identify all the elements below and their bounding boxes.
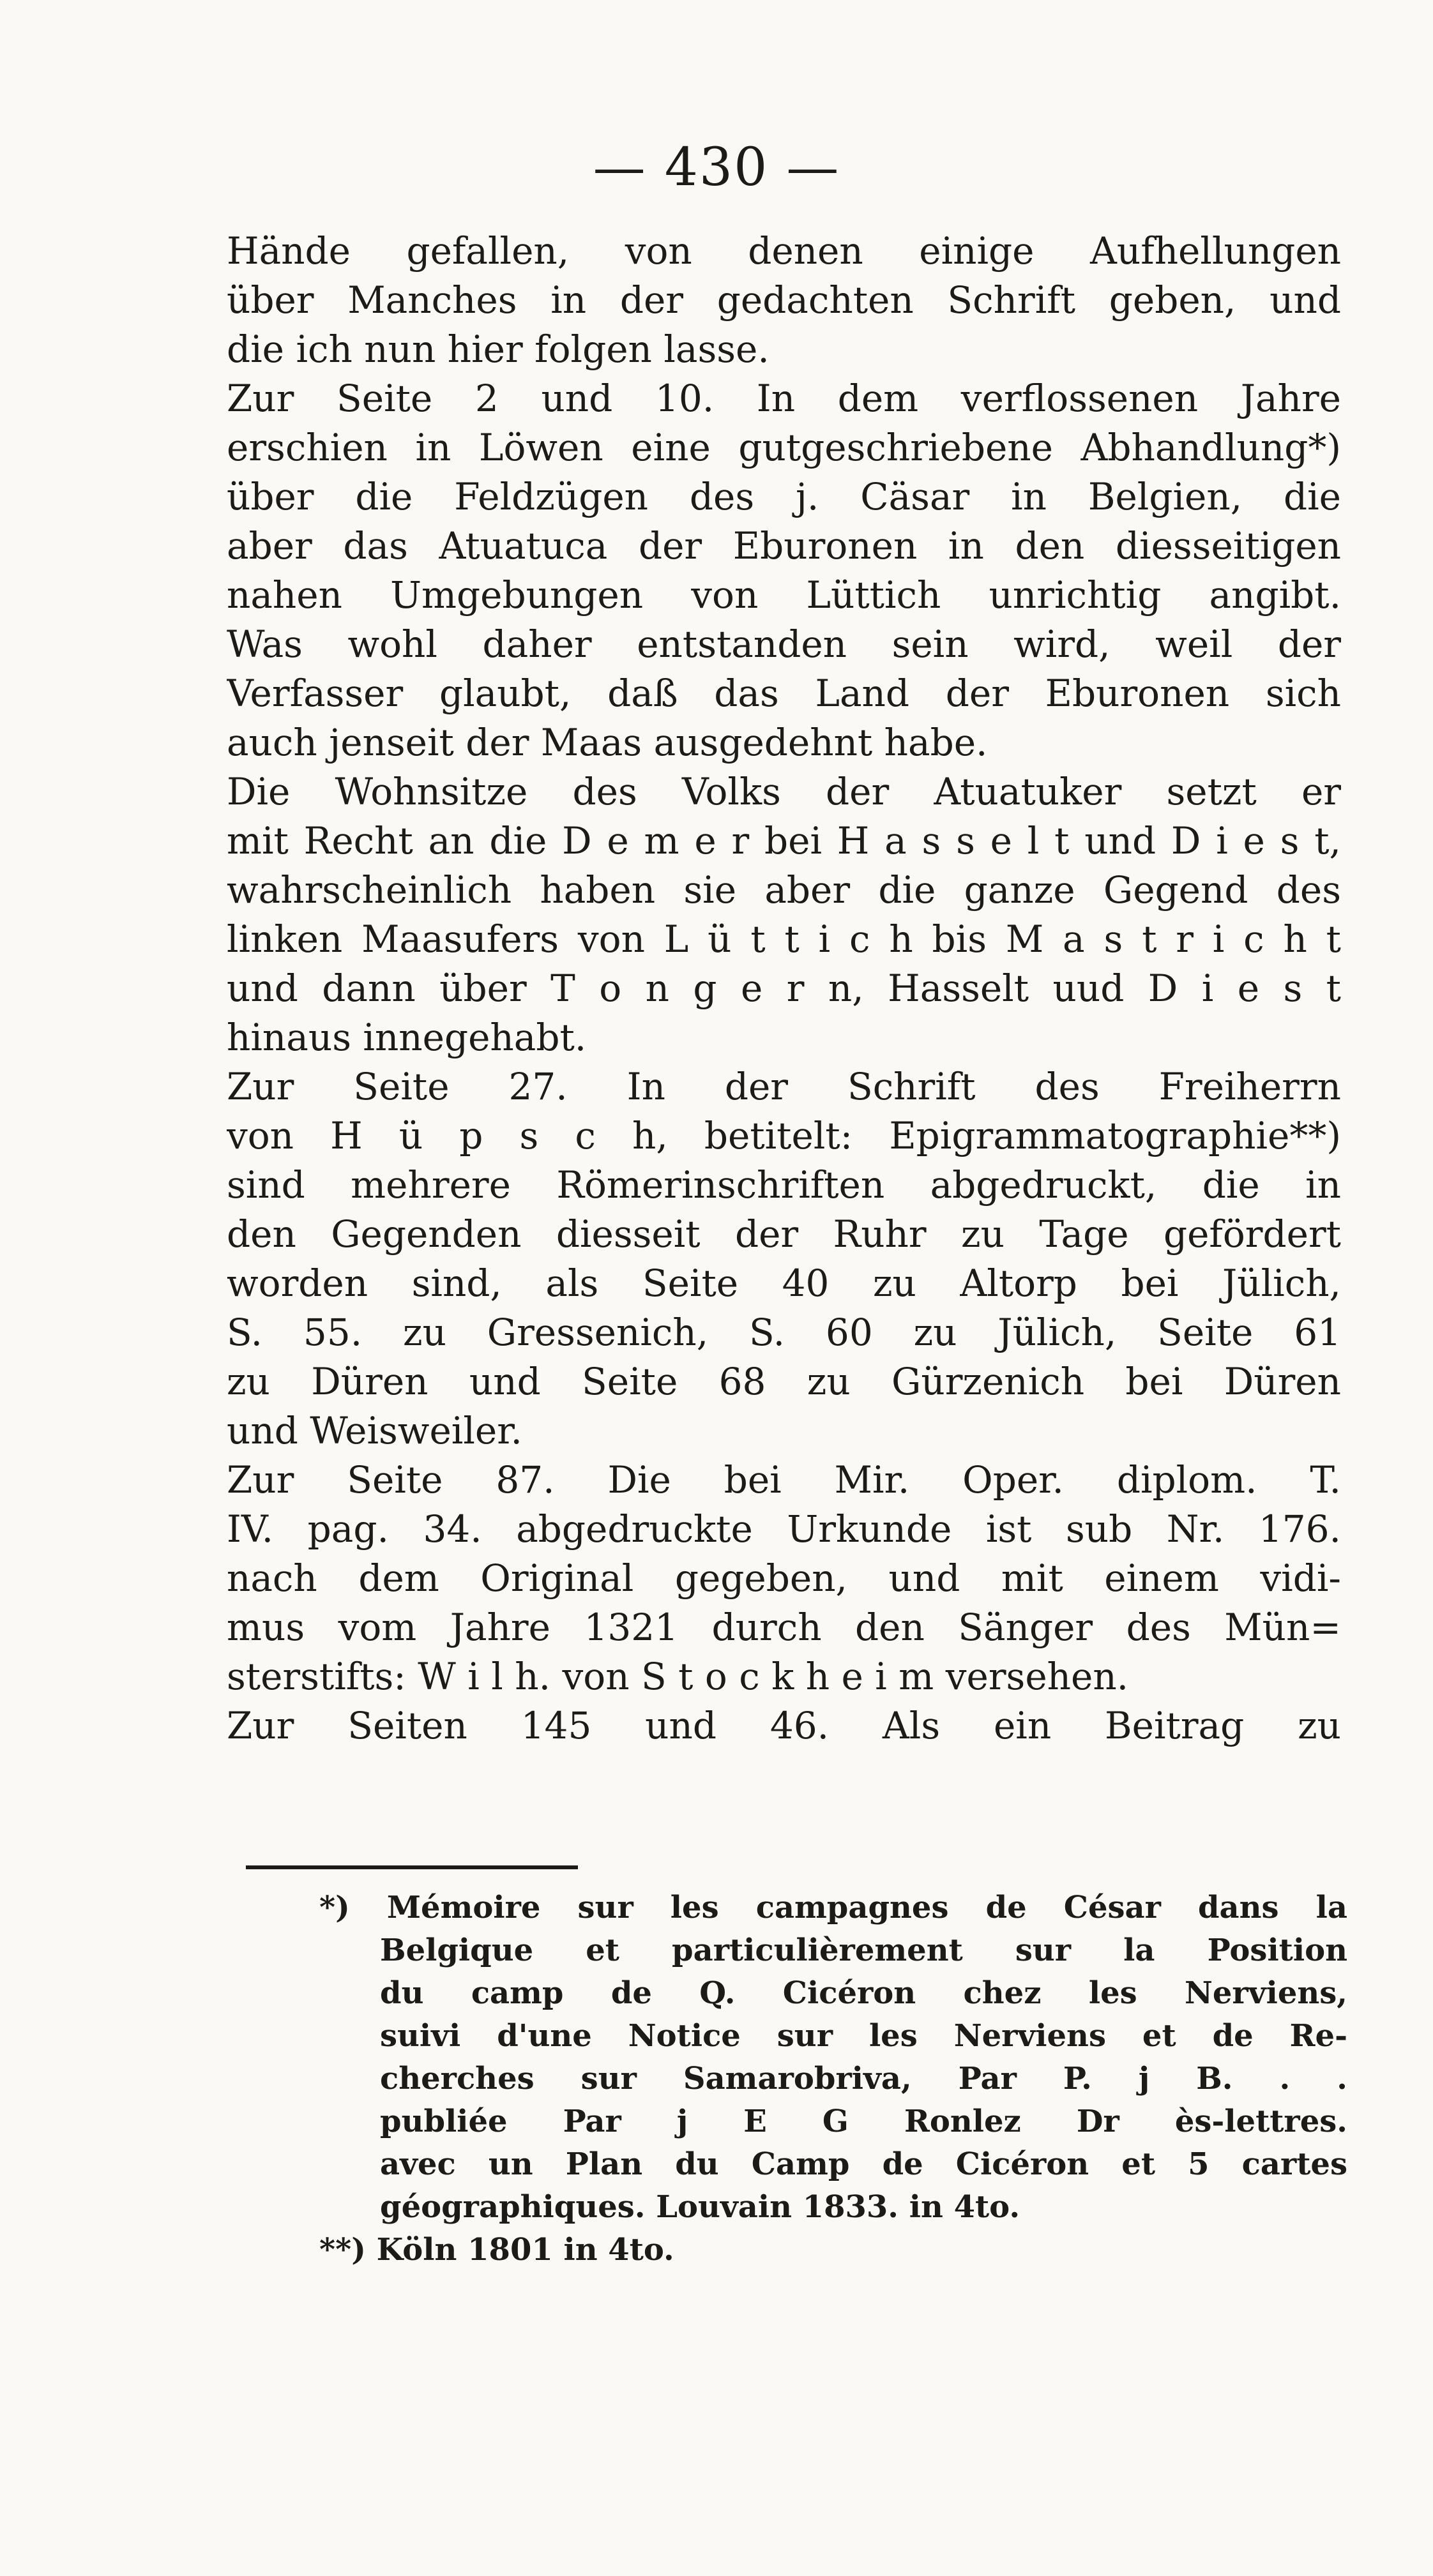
footnote-line: suivi d'une Notice sur les Nerviens et de Re- xyxy=(380,2018,1347,2054)
text-line: von H ü p s c h, betitelt: Epigrammatographie**) xyxy=(227,1114,1341,1157)
text-line: aber das Atuatuca der Eburonen in den diesseitigen xyxy=(227,524,1341,568)
page-number: — 430 — xyxy=(593,137,840,198)
text-line: worden sind, als Seite 40 zu Altorp bei Jülich, xyxy=(227,1262,1341,1305)
text-line: zu Düren und Seite 68 zu Gürzenich bei Düren xyxy=(227,1360,1341,1403)
text-line: Zur Seite 2 und 10. In dem verflossenen Jahre xyxy=(227,377,1341,420)
text-line: mus vom Jahre 1321 durch den Sänger des Mün= xyxy=(227,1606,1341,1649)
text-line: über die Feldzügen des j. Cäsar in Belgien, die xyxy=(227,475,1341,518)
text-line: über Manches in der gedachten Schrift geben, und xyxy=(227,278,1341,322)
footnote-line: publiée Par j E G Ronlez Dr ès-lettres. xyxy=(380,2104,1347,2139)
footnote-divider xyxy=(246,1865,578,1869)
text-line: Hände gefallen, von denen einige Aufhellungen xyxy=(227,229,1341,273)
footnote-line: géographiques. Louvain 1833. in 4to. xyxy=(380,2189,1020,2225)
text-line: S. 55. zu Gressenich, S. 60 zu Jülich, Seite 61 xyxy=(227,1311,1341,1354)
text-line: die ich nun hier folgen lasse. xyxy=(227,328,770,371)
text-line: Zur Seite 27. In der Schrift des Freiherrn xyxy=(227,1065,1341,1108)
text-line: wahrscheinlich haben sie aber die ganze Gegend des xyxy=(227,868,1341,912)
text-line: Was wohl daher entstanden sein wird, weil der xyxy=(227,622,1341,666)
footnote-line: Belgique et particulièrement sur la Position xyxy=(380,1932,1347,1968)
footnote-line: **) Köln 1801 in 4to. xyxy=(319,2232,674,2268)
text-line: IV. pag. 34. abgedruckte Urkunde ist sub Nr. 176. xyxy=(227,1507,1341,1551)
text-line: mit Recht an die D e m e r bei H a s s e l t und D i e s t, xyxy=(227,819,1341,862)
text-line: Zur Seite 87. Die bei Mir. Oper. diplom. T. xyxy=(227,1458,1341,1502)
text-line: Verfasser glaubt, daß das Land der Eburonen sich xyxy=(227,672,1341,715)
text-line: Die Wohnsitze des Volks der Atuatuker setzt er xyxy=(227,770,1341,813)
text-line: und dann über T o n g e r n, Hasselt uud D i e s t xyxy=(227,967,1341,1010)
text-line: sind mehrere Römerinschriften abgedruckt, die in xyxy=(227,1163,1341,1207)
footnote-line: avec un Plan du Camp de Cicéron et 5 cartes xyxy=(380,2146,1347,2182)
text-line: den Gegenden diesseit der Ruhr zu Tage gefördert xyxy=(227,1212,1341,1256)
text-line: nahen Umgebungen von Lüttich unrichtig angibt. xyxy=(227,573,1341,617)
main-text xyxy=(227,227,1341,1751)
text-line: erschien in Löwen eine gutgeschriebene Abhandlung*) xyxy=(227,426,1341,469)
footnote-line: cherches sur Samarobriva, Par P. j B. . . xyxy=(380,2061,1347,2097)
text-line: nach dem Original gegeben, und mit einem vidi- xyxy=(227,1556,1341,1600)
footnote-line: *) Mémoire sur les campagnes de César dans la xyxy=(319,1890,1347,1925)
text-line: linken Maasufers von L ü t t i c h bis M a s t r i c h t xyxy=(227,917,1341,961)
text-line: auch jenseit der Maas ausgedehnt habe. xyxy=(227,721,988,764)
text-line: Zur Seiten 145 und 46. Als ein Beitrag zu xyxy=(227,1704,1341,1747)
text-line: und Weisweiler. xyxy=(227,1409,522,1452)
text-line: hinaus innegehabt. xyxy=(227,1016,587,1059)
footnotes xyxy=(319,1887,1347,2271)
text-line: sterstifts: W i l h. von S t o c k h e i m versehen. xyxy=(227,1655,1129,1698)
footnote-line: du camp de Q. Cicéron chez les Nerviens, xyxy=(380,1975,1347,2011)
